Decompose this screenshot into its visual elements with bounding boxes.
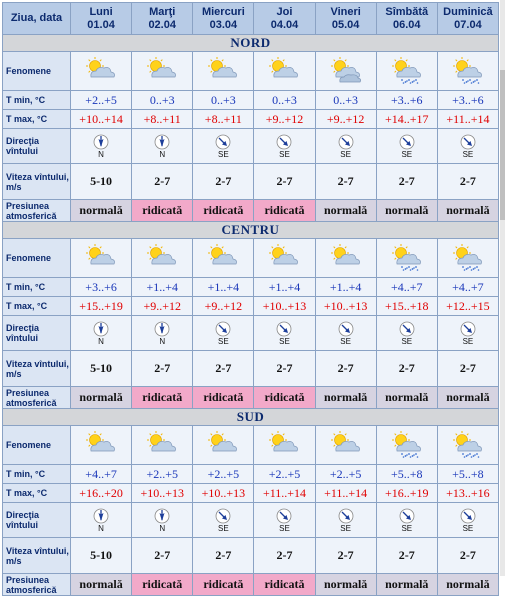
- wind-speed-row: [3, 351, 499, 387]
- compass-icon: [377, 134, 437, 150]
- row-label: Fenomene: [3, 52, 71, 91]
- wind-direction-text: SE: [462, 150, 474, 159]
- wind-direction-row: [3, 316, 499, 351]
- wind-direction-text: N: [98, 150, 104, 159]
- tmax-value: +10..+13: [315, 297, 376, 316]
- wind-direction-row: [3, 503, 499, 538]
- day-header: Duminică 07.04: [437, 3, 498, 35]
- tmin-value: +3..+6: [71, 278, 132, 297]
- wind-direction-cell: [315, 129, 376, 164]
- tmax-row: [3, 110, 499, 129]
- sun-cloud-icon: [254, 426, 315, 465]
- sun-cloud-icon: [71, 239, 132, 278]
- sun-cloud-icon: [254, 52, 315, 91]
- pressure-value: normală: [71, 200, 132, 222]
- tmax-value: +10..+13: [254, 297, 315, 316]
- row-label: Direcţia vîntului: [3, 316, 71, 351]
- pressure-value: ridicată: [254, 574, 315, 596]
- compass-icon: [438, 508, 498, 524]
- wind-direction-text: SE: [401, 524, 413, 533]
- tmax-value: +16..+20: [71, 484, 132, 503]
- row-label: Presiunea atmosferică: [3, 574, 71, 596]
- wind-speed-value: 2-7: [193, 351, 254, 387]
- wind-direction-cell: [254, 503, 315, 538]
- tmax-value: +9..+12: [315, 110, 376, 129]
- tmin-value: +3..+6: [376, 91, 437, 110]
- tmin-value: +2..+5: [71, 91, 132, 110]
- phenomena-row: [3, 426, 499, 465]
- sun-cloud-icon: [315, 426, 376, 465]
- day-header: Vineri 05.04: [315, 3, 376, 35]
- row-label: T min, °C: [3, 465, 71, 484]
- tmax-value: +11..+14: [315, 484, 376, 503]
- wind-speed-value: 2-7: [254, 538, 315, 574]
- compass-icon: [71, 508, 131, 524]
- pressure-value: normală: [376, 387, 437, 409]
- wind-direction-text: N: [98, 337, 104, 346]
- tmax-value: +10..+13: [132, 484, 193, 503]
- tmax-value: +14..+17: [376, 110, 437, 129]
- tmin-value: +4..+7: [71, 465, 132, 484]
- forecast-body: [3, 35, 499, 596]
- pressure-value: normală: [315, 200, 376, 222]
- tmin-value: 0..+3: [254, 91, 315, 110]
- wind-direction-text: N: [159, 337, 166, 346]
- wind-direction-text: SE: [401, 337, 413, 346]
- tmin-value: +5..+8: [376, 465, 437, 484]
- wind-direction-cell: [254, 129, 315, 164]
- sun-cloud-rain-icon: [376, 426, 437, 465]
- compass-icon: [132, 508, 192, 524]
- scrollbar-thumb[interactable]: [500, 70, 505, 220]
- pressure-value: normală: [437, 387, 498, 409]
- pressure-value: ridicată: [193, 200, 254, 222]
- tmin-row: [3, 278, 499, 297]
- section-title: CENTRU: [3, 222, 499, 239]
- tmax-value: +10..+14: [71, 110, 132, 129]
- pressure-value: normală: [315, 387, 376, 409]
- pressure-value: normală: [376, 200, 437, 222]
- compass-icon: [377, 508, 437, 524]
- wind-direction-text: SE: [279, 150, 290, 159]
- pressure-value: ridicată: [193, 574, 254, 596]
- tmax-value: +11..+14: [254, 484, 315, 503]
- wind-speed-value: 2-7: [376, 538, 437, 574]
- row-label: Viteza vîntului, m/s: [3, 351, 71, 387]
- row-label: Presiunea atmosferică: [3, 200, 71, 222]
- row-label: Direcţia vîntului: [3, 129, 71, 164]
- wind-direction-cell: [193, 129, 254, 164]
- compass-icon: [193, 321, 253, 337]
- compass-icon: [438, 321, 498, 337]
- wind-speed-value: 2-7: [132, 538, 193, 574]
- wind-speed-value: 2-7: [132, 351, 193, 387]
- wind-direction-text: SE: [340, 524, 351, 533]
- tmax-value: +15..+18: [376, 297, 437, 316]
- row-label: Fenomene: [3, 239, 71, 278]
- wind-direction-cell: [71, 129, 132, 164]
- tmin-value: +5..+8: [437, 465, 498, 484]
- wind-speed-value: 2-7: [437, 351, 498, 387]
- wind-speed-value: 2-7: [376, 164, 437, 200]
- compass-icon: [254, 134, 314, 150]
- tmin-value: +1..+4: [315, 278, 376, 297]
- tmax-row: [3, 297, 499, 316]
- wind-direction-cell: [193, 503, 254, 538]
- pressure-value: ridicată: [193, 387, 254, 409]
- row-label: Presiunea atmosferică: [3, 387, 71, 409]
- wind-speed-value: 5-10: [71, 538, 132, 574]
- row-label: Fenomene: [3, 426, 71, 465]
- compass-icon: [438, 134, 498, 150]
- pressure-value: ridicată: [132, 387, 193, 409]
- sun-cloud-icon: [71, 426, 132, 465]
- sun-cloud-rain-icon: [376, 52, 437, 91]
- compass-icon: [193, 508, 253, 524]
- wind-direction-text: SE: [279, 524, 290, 533]
- sun-cloud-icon: [254, 239, 315, 278]
- pressure-value: ridicată: [254, 387, 315, 409]
- wind-speed-value: 2-7: [376, 351, 437, 387]
- wind-direction-cell: [437, 316, 498, 351]
- tmax-value: +13..+16: [437, 484, 498, 503]
- section-title: SUD: [3, 409, 499, 426]
- section-row: [3, 35, 499, 52]
- compass-icon: [254, 508, 314, 524]
- compass-icon: [71, 321, 131, 337]
- wind-direction-text: SE: [218, 337, 229, 346]
- wind-direction-text: SE: [462, 337, 474, 346]
- wind-direction-text: SE: [401, 150, 413, 159]
- tmax-value: +9..+12: [254, 110, 315, 129]
- tmax-value: +9..+12: [193, 297, 254, 316]
- wind-speed-row: [3, 164, 499, 200]
- row-label: T max, °C: [3, 110, 71, 129]
- compass-icon: [316, 321, 376, 337]
- sun-cloud-icon: [132, 426, 193, 465]
- tmin-value: 0..+3: [193, 91, 254, 110]
- tmin-row: [3, 465, 499, 484]
- wind-direction-cell: [254, 316, 315, 351]
- wind-direction-cell: [437, 129, 498, 164]
- day-header: Miercuri 03.04: [193, 3, 254, 35]
- pressure-value: ridicată: [254, 200, 315, 222]
- wind-speed-value: 2-7: [315, 538, 376, 574]
- pressure-row: [3, 387, 499, 409]
- sun-cloud-icon: [193, 426, 254, 465]
- tmin-value: +2..+5: [193, 465, 254, 484]
- wind-speed-value: 2-7: [254, 164, 315, 200]
- row-label: Direcţia vîntului: [3, 503, 71, 538]
- wind-speed-value: 2-7: [193, 538, 254, 574]
- phenomena-row: [3, 52, 499, 91]
- sun-cloud-icon: [193, 52, 254, 91]
- tmin-value: +1..+4: [254, 278, 315, 297]
- pressure-value: normală: [437, 200, 498, 222]
- wind-direction-text: N: [98, 524, 104, 533]
- wind-direction-cell: [376, 316, 437, 351]
- tmax-value: +16..+19: [376, 484, 437, 503]
- forecast-wrapper: [2, 2, 499, 596]
- wind-direction-cell: [132, 129, 193, 164]
- wind-direction-text: N: [159, 150, 166, 159]
- sun-cloud-icon: [315, 239, 376, 278]
- day-header: Luni 01.04: [71, 3, 132, 35]
- sun-cloud-icon: [193, 239, 254, 278]
- pressure-value: ridicată: [132, 574, 193, 596]
- forecast-table: [2, 2, 499, 596]
- wind-direction-text: SE: [340, 150, 351, 159]
- compass-icon: [71, 134, 131, 150]
- sun-cloud-icon: [132, 239, 193, 278]
- sun-cloud-rain-icon: [437, 426, 498, 465]
- wind-direction-text: SE: [462, 524, 474, 533]
- wind-speed-row: [3, 538, 499, 574]
- sun-cloud-rain-icon: [437, 52, 498, 91]
- wind-direction-cell: [193, 316, 254, 351]
- sun-cloud-icon: [132, 52, 193, 91]
- tmax-value: +11..+14: [437, 110, 498, 129]
- compass-icon: [316, 134, 376, 150]
- row-label: Viteza vîntului, m/s: [3, 164, 71, 200]
- sun-cloud-rain-icon: [376, 239, 437, 278]
- sun-cloud-double-icon: [315, 52, 376, 91]
- phenomena-row: [3, 239, 499, 278]
- sun-cloud-rain-icon: [437, 239, 498, 278]
- tmin-row: [3, 91, 499, 110]
- wind-direction-cell: [71, 316, 132, 351]
- wind-speed-value: 5-10: [71, 164, 132, 200]
- wind-speed-value: 2-7: [437, 538, 498, 574]
- wind-speed-value: 2-7: [132, 164, 193, 200]
- tmin-value: +2..+5: [315, 465, 376, 484]
- row-label: T min, °C: [3, 91, 71, 110]
- pressure-value: ridicată: [132, 200, 193, 222]
- tmax-value: +8..+11: [193, 110, 254, 129]
- tmax-value: +12..+15: [437, 297, 498, 316]
- tmin-value: +4..+7: [376, 278, 437, 297]
- section-row: [3, 409, 499, 426]
- row-label: Viteza vîntului, m/s: [3, 538, 71, 574]
- day-header: Joi 04.04: [254, 3, 315, 35]
- wind-direction-text: SE: [218, 150, 229, 159]
- tmax-value: +9..+12: [132, 297, 193, 316]
- wind-direction-text: SE: [340, 337, 351, 346]
- day-header: Marţi 02.04: [132, 3, 193, 35]
- tmin-value: +4..+7: [437, 278, 498, 297]
- tmin-value: +2..+5: [254, 465, 315, 484]
- compass-icon: [132, 321, 192, 337]
- tmin-value: +1..+4: [193, 278, 254, 297]
- row-label: T min, °C: [3, 278, 71, 297]
- tmin-value: +1..+4: [132, 278, 193, 297]
- wind-speed-value: 2-7: [193, 164, 254, 200]
- tmin-value: +3..+6: [437, 91, 498, 110]
- tmax-value: +8..+11: [132, 110, 193, 129]
- wind-direction-cell: [132, 503, 193, 538]
- row-label: T max, °C: [3, 297, 71, 316]
- pressure-value: normală: [71, 574, 132, 596]
- wind-direction-text: SE: [218, 524, 229, 533]
- pressure-value: normală: [437, 574, 498, 596]
- wind-direction-cell: [437, 503, 498, 538]
- wind-direction-cell: [376, 503, 437, 538]
- tmax-row: [3, 484, 499, 503]
- tmax-value: +10..+13: [193, 484, 254, 503]
- section-row: [3, 222, 499, 239]
- wind-direction-cell: [132, 316, 193, 351]
- pressure-value: normală: [376, 574, 437, 596]
- pressure-row: [3, 200, 499, 222]
- row-label: T max, °C: [3, 484, 71, 503]
- tmin-value: +2..+5: [132, 465, 193, 484]
- wind-direction-cell: [315, 503, 376, 538]
- wind-speed-value: 2-7: [315, 351, 376, 387]
- pressure-value: normală: [71, 387, 132, 409]
- wind-speed-value: 2-7: [254, 351, 315, 387]
- wind-direction-row: [3, 129, 499, 164]
- header-first-col: Ziua, data: [3, 3, 71, 35]
- wind-speed-value: 2-7: [437, 164, 498, 200]
- wind-direction-cell: [315, 316, 376, 351]
- wind-speed-value: 5-10: [71, 351, 132, 387]
- tmin-value: 0..+3: [132, 91, 193, 110]
- pressure-value: normală: [315, 574, 376, 596]
- day-header: Sîmbătă 06.04: [376, 3, 437, 35]
- wind-direction-text: SE: [279, 337, 290, 346]
- compass-icon: [377, 321, 437, 337]
- compass-icon: [254, 321, 314, 337]
- sun-cloud-icon: [71, 52, 132, 91]
- pressure-row: [3, 574, 499, 596]
- wind-direction-cell: [71, 503, 132, 538]
- compass-icon: [316, 508, 376, 524]
- tmin-value: 0..+3: [315, 91, 376, 110]
- compass-icon: [193, 134, 253, 150]
- compass-icon: [132, 134, 192, 150]
- header-row: [3, 3, 499, 35]
- wind-direction-text: N: [159, 524, 166, 533]
- section-title: NORD: [3, 35, 499, 52]
- wind-direction-cell: [376, 129, 437, 164]
- tmax-value: +15..+19: [71, 297, 132, 316]
- wind-speed-value: 2-7: [315, 164, 376, 200]
